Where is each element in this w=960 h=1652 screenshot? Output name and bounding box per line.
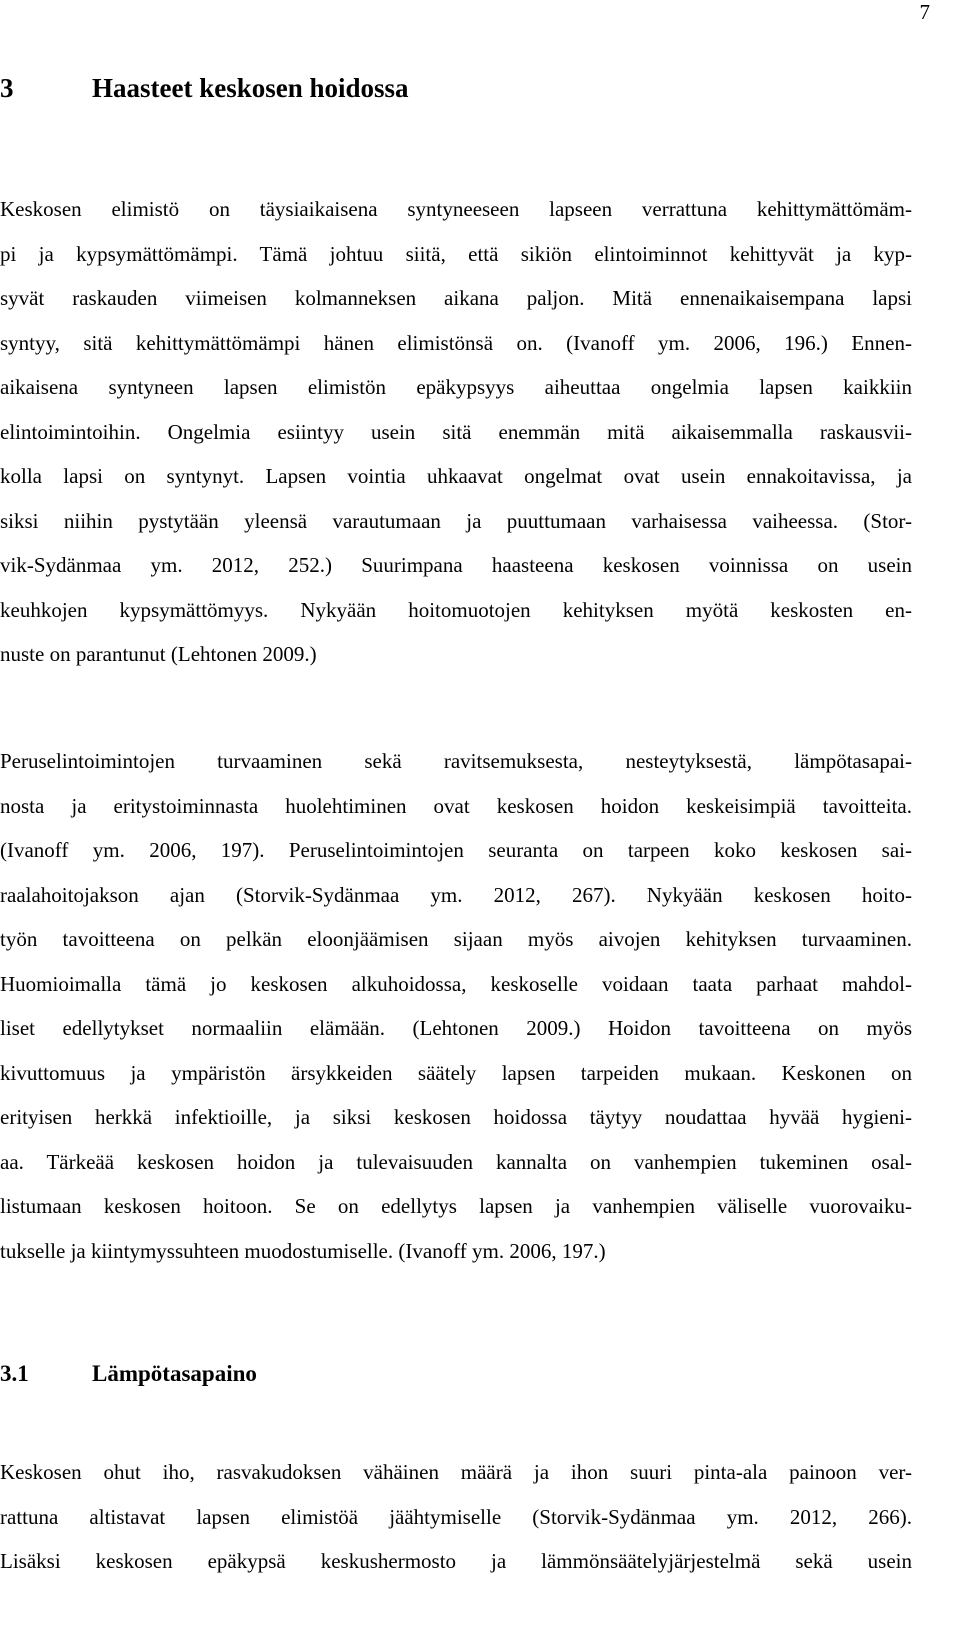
page-number: 7 bbox=[919, 0, 930, 24]
text-line: raalahoitojakson ajan (Storvik-Sydänmaa ym. 2012, 267). Nykyään keskosen hoito- bbox=[0, 882, 912, 907]
text-line: työn tavoitteena on pelkän eloonjäämisen sijaan myös aivojen kehityksen turvaaminen. bbox=[0, 927, 912, 951]
text-line: kolla lapsi on syntynyt. Lapsen vointia uhkaavat ongelmat ovat usein ennakoitavissa, ja bbox=[0, 464, 912, 488]
paragraph-1 bbox=[0, 187, 912, 677]
text-line: aikaisena syntyneen lapsen elimistön epäkypsyys aiheuttaa ongelmia lapsen kaikkiin bbox=[0, 375, 912, 399]
text-line: elintoimintoihin. Ongelmia esiintyy usein sitä enemmän mitä aikaisemmalla raskausvii- bbox=[0, 419, 912, 444]
text-line: Keskosen ohut iho, rasvakudoksen vähäinen määrä ja ihon suuri pinta-ala painoon ver- bbox=[0, 1460, 912, 1484]
subsection-title: Lämpötasapaino bbox=[92, 1361, 257, 1386]
text-line: syntyy, sitä kehittymättömämpi hänen elimistönsä on. (Ivanoff ym. 2006, 196.) Ennen- bbox=[0, 330, 912, 355]
text-line: syvät raskauden viimeisen kolmanneksen aikana paljon. Mitä ennenaikaisempana lapsi bbox=[0, 286, 912, 310]
section-number: 3 bbox=[0, 73, 14, 103]
subsection-number: 3.1 bbox=[0, 1361, 29, 1386]
text-line: nosta ja eritystoiminnasta huolehtiminen ovat keskosen hoidon keskeisimpiä tavoitteita. bbox=[0, 793, 912, 818]
text-line: Lisäksi keskosen epäkypsä keskushermosto ja lämmönsäätelyjärjestelmä sekä usein bbox=[0, 1549, 912, 1573]
subsection-heading bbox=[0, 1360, 257, 1388]
text-line: listumaan keskosen hoitoon. Se on edellytys lapsen ja vanhempien väliselle vuorovaiku- bbox=[0, 1194, 912, 1218]
section-heading bbox=[0, 72, 409, 104]
text-line: liset edellytykset normaaliin elämään. (Lehtonen 2009.) Hoidon tavoitteena on myös bbox=[0, 1016, 912, 1040]
text-line: tukselle ja kiintymyssuhteen muodostumiselle. (Ivanoff ym. 2006, 197.) bbox=[0, 1238, 606, 1263]
text-line: keuhkojen kypsymättömyys. Nykyään hoitomuotojen kehityksen myötä keskosten en- bbox=[0, 597, 912, 622]
text-line: pi ja kypsymättömämpi. Tämä johtuu siitä, että sikiön elintoiminnot kehittyvät ja kyp- bbox=[0, 241, 912, 266]
text-line: vik-Sydänmaa ym. 2012, 252.) Suurimpana haasteena keskosen voinnissa on usein bbox=[0, 553, 912, 577]
text-line: rattuna altistavat lapsen elimistöä jäähtymiselle (Storvik-Sydänmaa ym. 2012, 266). bbox=[0, 1504, 912, 1529]
text-line: Huomioimalla tämä jo keskosen alkuhoidossa, keskoselle voidaan taata parhaat mahdol- bbox=[0, 971, 912, 996]
paragraph-2 bbox=[0, 739, 912, 1273]
text-line: Keskosen elimistö on täysiaikaisena syntyneeseen lapseen verrattuna kehittymättömäm- bbox=[0, 197, 912, 221]
text-line: siksi niihin pystytään yleensä varautumaan ja puuttumaan varhaisessa vaiheessa. (Stor- bbox=[0, 508, 912, 533]
paragraph-3 bbox=[0, 1450, 912, 1584]
text-line: (Ivanoff ym. 2006, 197). Peruselintoimintojen seuranta on tarpeen koko keskosen sai- bbox=[0, 838, 912, 862]
text-line: kivuttomuus ja ympäristön ärsykkeiden säätely lapsen tarpeiden mukaan. Keskonen on bbox=[0, 1060, 912, 1085]
text-line: erityisen herkkä infektioille, ja siksi keskosen hoidossa täytyy noudattaa hyvää hygieni- bbox=[0, 1105, 912, 1129]
text-line: nuste on parantunut (Lehtonen 2009.) bbox=[0, 642, 317, 666]
text-line: Peruselintoimintojen turvaaminen sekä ravitsemuksesta, nesteytyksestä, lämpötasapai- bbox=[0, 749, 912, 773]
section-title: Haasteet keskosen hoidossa bbox=[92, 73, 409, 103]
text-line: aa. Tärkeää keskosen hoidon ja tulevaisuuden kannalta on vanhempien tukeminen osal- bbox=[0, 1149, 912, 1174]
